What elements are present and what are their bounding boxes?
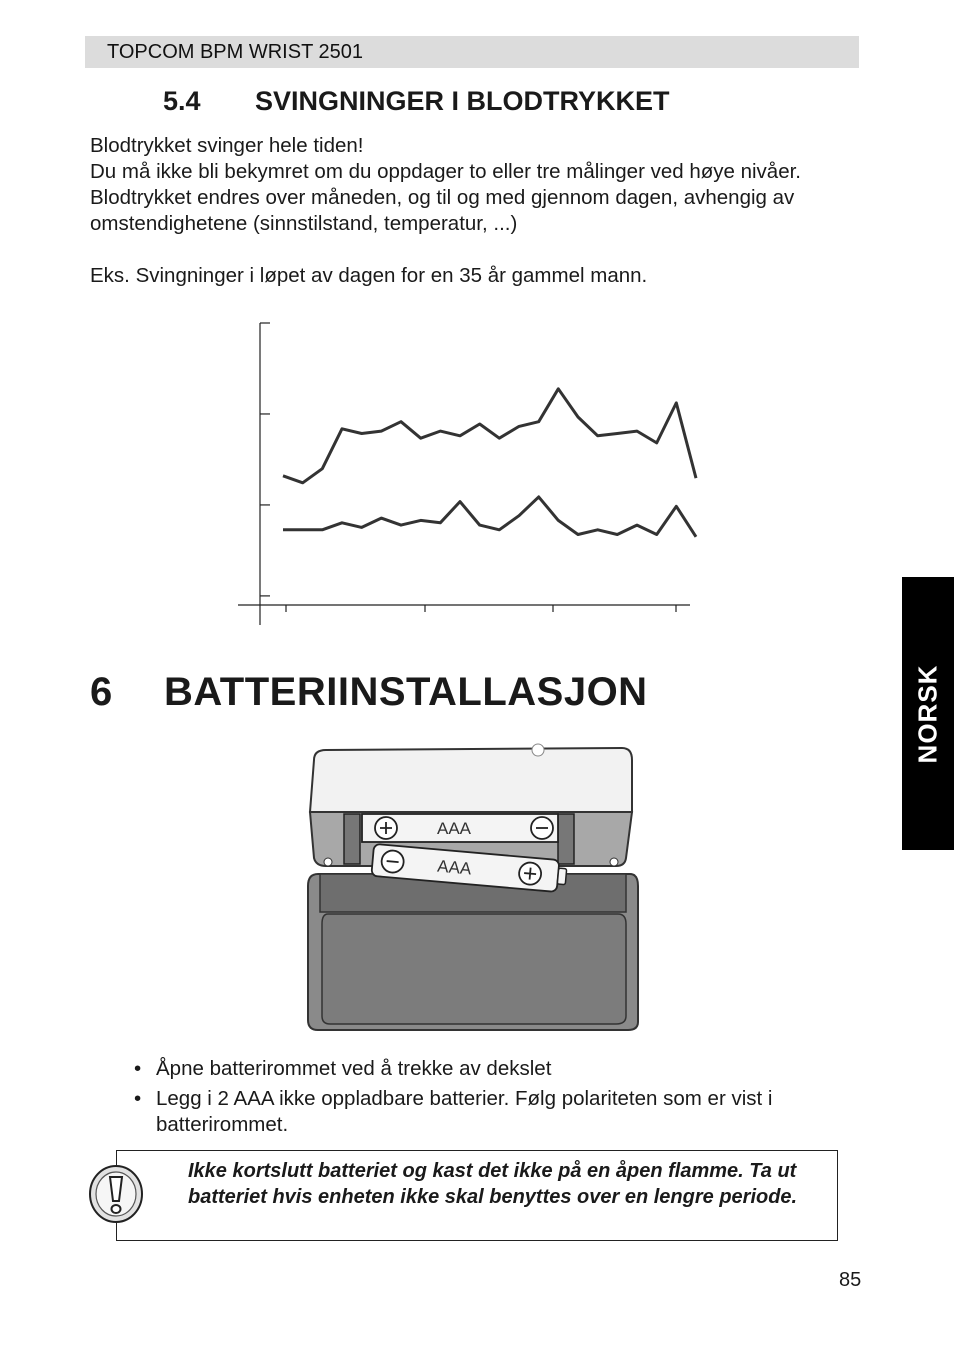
battery-label: AAA [437, 819, 472, 838]
header-bar [85, 36, 859, 68]
warning-exclamation-icon [87, 1163, 145, 1225]
chart-axes [238, 323, 690, 625]
paragraph: Blodtrykket endres over måneden, og til og med gjennom dagen, avhengig av [90, 186, 795, 209]
device-button-icon [532, 744, 544, 756]
instruction-list [134, 1056, 854, 1142]
example-caption: Eks. Svingninger i løpet av dagen for en 35 år gammel mann. [90, 264, 648, 287]
document-title: TOPCOM BPM WRIST 2501 [107, 41, 363, 63]
battery-cover [322, 914, 626, 1024]
language-tab [902, 577, 954, 850]
warning-note [116, 1150, 838, 1241]
section-heading [163, 86, 670, 117]
language-label: NORSK [912, 664, 943, 763]
chart-series [283, 389, 696, 537]
list-item: • Åpne batterirommet ved å trekke av dekslet [134, 1057, 552, 1080]
body-text [90, 133, 870, 289]
series-line-diastolic [283, 497, 696, 537]
warning-text: Ikke kortslutt batteriet og kast det ikke på en åpen flamme. Ta ut batteriet hvis enheten ikke skal benyttes over en lengre periode. [188, 1160, 798, 1208]
page-number: 85 [839, 1269, 862, 1291]
series-line-systolic [283, 389, 696, 483]
chapter-heading [90, 670, 648, 715]
paragraph: Blodtrykket svinger hele tiden! [90, 134, 364, 157]
list-item: • Legg i 2 AAA ikke oppladbare batterier. Følg polariteten som er vist i batterirommet. [134, 1087, 773, 1136]
section-title: SVINGNINGER I BLODTRYKKET [255, 86, 670, 116]
paragraph: omstendighetene (sinnstilstand, temperatur, ...) [90, 212, 518, 235]
chapter-title: BATTERIINSTALLASJON [164, 670, 648, 714]
blood-pressure-chart [230, 315, 710, 630]
section-number: 5.4 [163, 86, 201, 116]
battery-label: AAA [436, 856, 473, 879]
device-top [310, 748, 632, 812]
battery-installed [362, 814, 558, 842]
chapter-number: 6 [90, 670, 113, 714]
paragraph: Du må ikke bli bekymret om du oppdager to eller tre målinger ved høye nivåer. [90, 160, 802, 183]
battery-compartment-illustration [300, 740, 650, 1040]
